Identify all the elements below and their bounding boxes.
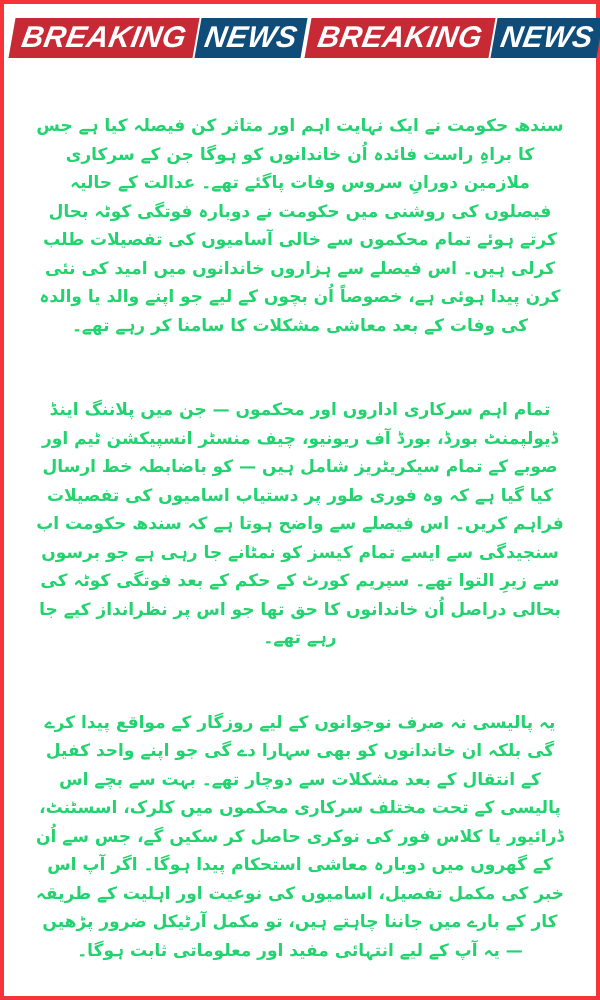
article-paragraph-1: سندھ حکومت نے ایک نہایت اہم اور متاثر کن فیصلہ کیا ہے جس کا براہِ راست فائدہ اُن خاندانوں کو ہوگا جن کے سرکاری ملازمین دورانِ سروس وفات پاگئے تھے۔ عدالت کے حالیہ فیصلوں کی روشنی میں حکومت نے دوبارہ فوتگی کوٹہ بحال کرتے ہوئے تمام محکموں سے خالی آسامیوں کی تفصیلات طلب کرلی ہیں۔ اس فیصلے سے ہزاروں خاندانوں میں امید کی نئی کرن پیدا ہوئی ہے، خصوصاً اُن بچوں کے لیے جو اپنے والد یا والدہ کی وفات کے بعد معاشی مشکلات کا سامنا کر رہے تھے۔ — [36, 116, 564, 336]
breaking-label-block — [304, 18, 495, 58]
news-label: NEWS — [498, 21, 596, 54]
news-label-block — [490, 18, 600, 58]
news-label: NEWS — [202, 21, 300, 54]
breaking-label: BREAKING — [315, 21, 485, 54]
breaking-label: BREAKING — [19, 21, 189, 54]
article-paragraph-2: تمام اہم سرکاری اداروں اور محکموں — جن میں پلاننگ اینڈ ڈیولپمنٹ بورڈ، بورڈ آف ریونیو، چیف منسٹر انسپیکشن ٹیم اور صوبے کے تمام سیکریٹریز شامل ہیں — کو باضابطہ خط ارسال کیا گیا ہے کہ وہ فوری طور پر دستیاب اسامیوں کی تفصیلات فراہم کریں۔ اس فیصلے سے واضح ہوتا ہے کہ سندھ حکومت اب سنجیدگی سے ایسے تمام کیسز کو نمٹانے جا رہی ہے جو برسوں سے زیرِ التوا تھے۔ سپریم کورٹ کے حکم کے بعد فوتگی کوٹہ کی بحالی دراصل اُن خاندانوں کا حق تھا جو اس پر نظرانداز کیے جا رہے تھے۔ — [36, 400, 564, 648]
breaking-label-block — [8, 18, 199, 58]
breaking-news-unit-2 — [304, 18, 600, 58]
breaking-news-banner — [8, 18, 596, 58]
news-label-block — [194, 18, 307, 58]
breaking-news-unit-1 — [8, 18, 304, 58]
article-paragraph-3: یہ پالیسی نہ صرف نوجوانوں کے لیے روزگار کے مواقع پیدا کرے گی بلکہ ان خاندانوں کو بھی سہارا دے گی جو اپنے واحد کفیل کے انتقال کے بعد مشکلات سے دوچار تھے۔ بہت سے بچے اس پالیسی کے تحت مختلف سرکاری محکموں میں کلرک، اسسٹنٹ، ڈرائیور یا کلاس فور کی نوکری حاصل کر سکیں گے، جس سے اُن کے گھروں میں دوبارہ معاشی استحکام پیدا ہوگا۔ اگر آپ اس خبر کی مکمل تفصیل، اسامیوں کی نوعیت اور اہلیت کے طریقہ کار کے بارے میں جاننا چاہتے ہیں، تو مکمل آرٹیکل ضرور پڑھیں — یہ آپ کے لیے انتہائی مفید اور معلوماتی ثابت ہوگا۔ — [35, 712, 565, 961]
article-body — [34, 112, 566, 965]
